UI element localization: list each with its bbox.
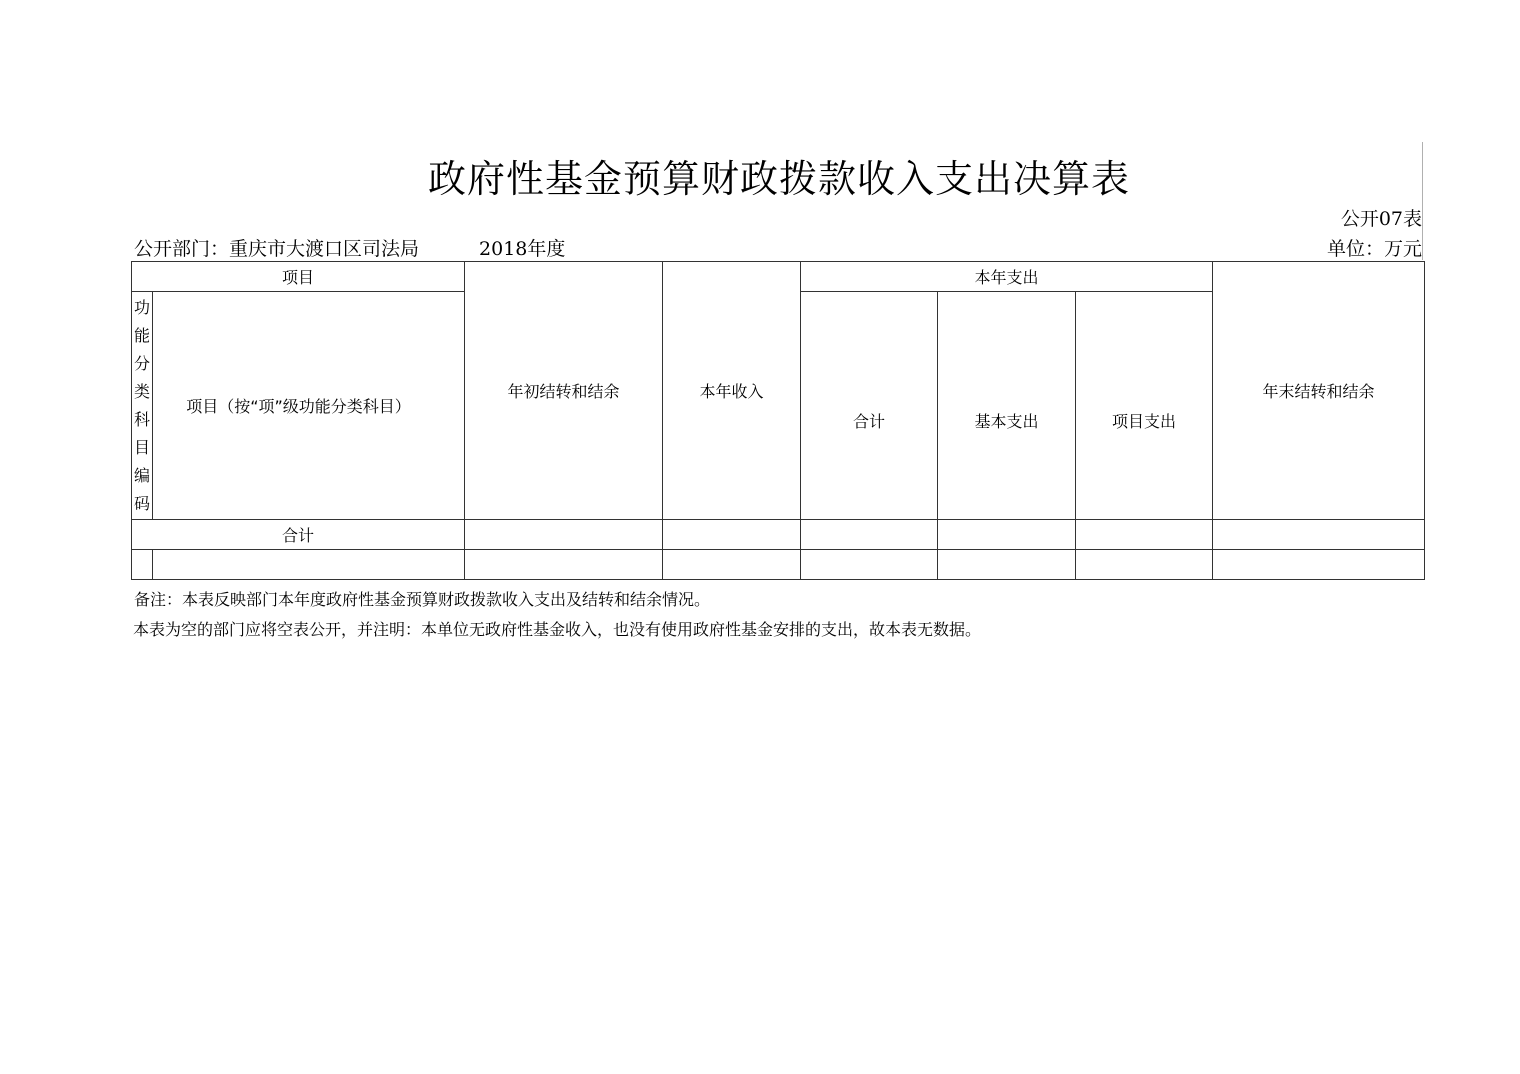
total-opening-balance [465, 520, 663, 550]
row-income-cell [663, 550, 801, 580]
row-opening-cell [465, 550, 663, 580]
department-line [134, 234, 565, 261]
total-label: 合计 [132, 520, 465, 550]
header-item: 项目 [132, 262, 465, 292]
total-project-expense [1076, 520, 1213, 550]
header-current-income: 本年收入 [663, 262, 801, 520]
unit-label: 单位：万元 [1326, 238, 1422, 260]
total-basic-expense [938, 520, 1076, 550]
table-row [132, 550, 1425, 580]
note-line-2: 本表为空的部门应将空表公开，并注明：本单位无政府性基金收入，也没有使用政府性基金安排的支出，故本表无数据。 [133, 620, 982, 639]
header-item-description: 项目（按“项”级功能分类科目） [153, 292, 465, 520]
function-code-label: 功 能 分 类 科 目 编 码 [133, 297, 150, 513]
notes [134, 585, 981, 645]
total-row [132, 520, 1425, 550]
header-project-expense: 项目支出 [1076, 292, 1213, 520]
row-closing-cell [1213, 550, 1425, 580]
row-item-cell [153, 550, 465, 580]
total-expense-total [801, 520, 938, 550]
header-opening-balance: 年初结转和结余 [465, 262, 663, 520]
form-number: 公开07表 [1340, 208, 1422, 230]
header-basic-expense: 基本支出 [938, 292, 1076, 520]
row-project-cell [1076, 550, 1213, 580]
header-function-code [132, 292, 153, 520]
row-code-cell [132, 550, 153, 580]
note-line-1: 备注：本表反映部门本年度政府性基金预算财政拨款收入支出及结转和结余情况。 [134, 590, 711, 609]
row-expense-total-cell [801, 550, 938, 580]
header-closing-balance: 年末结转和结余 [1213, 262, 1425, 520]
header-expense-total: 合计 [801, 292, 938, 520]
header-current-expense: 本年支出 [801, 262, 1213, 292]
total-closing-balance [1213, 520, 1425, 550]
page-title: 政府性基金预算财政拨款收入支出决算表 [427, 157, 1130, 201]
total-current-income [663, 520, 801, 550]
fiscal-year: 2018年度 [479, 238, 566, 260]
budget-table [131, 261, 1425, 580]
row-basic-cell [938, 550, 1076, 580]
department-name: 公开部门：重庆市大渡口区司法局 [134, 238, 420, 260]
